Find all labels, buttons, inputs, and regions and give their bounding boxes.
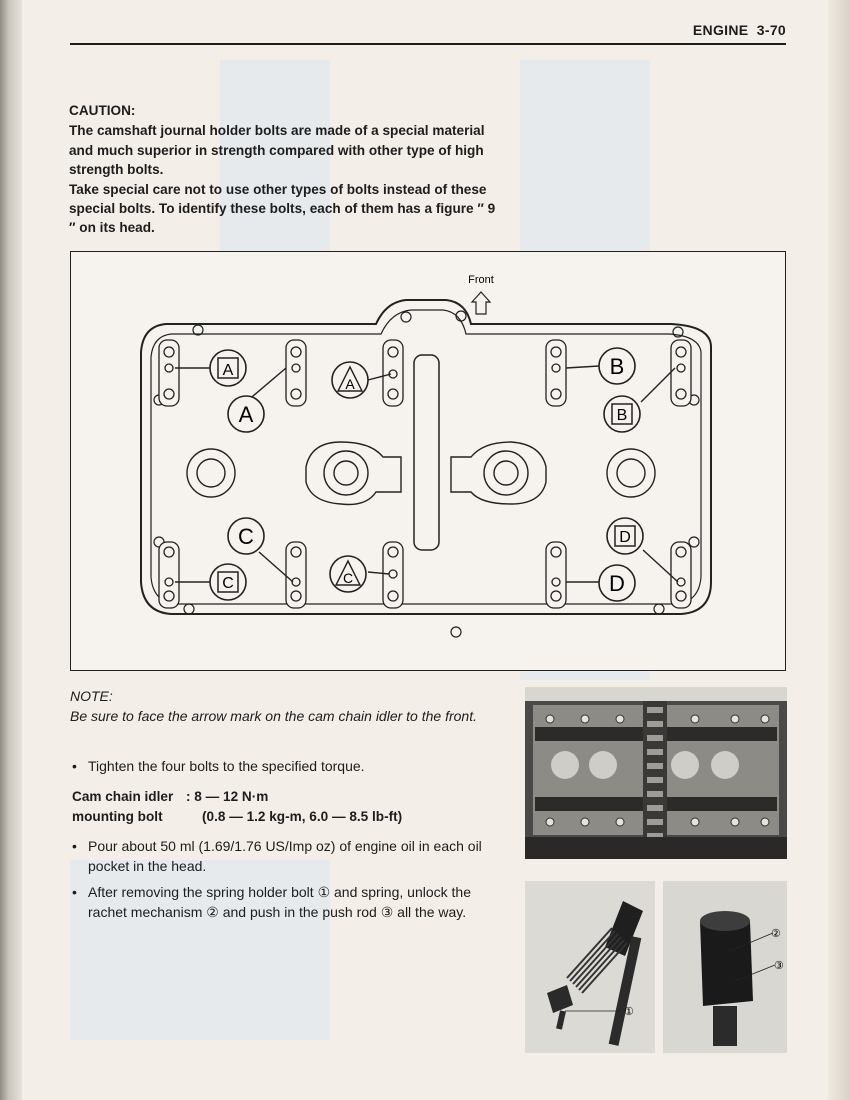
engine-head-photo-svg [525,687,787,859]
engine-head-photo [525,687,787,859]
note-body: Be sure to face the arrow mark on the cam chain idler to the front. [70,708,477,724]
part-label-1: ① [624,1006,634,1018]
spec-label-1: Cam chain idler [72,789,174,804]
caution-block [69,101,499,238]
diagram-svg [71,252,787,672]
header-rule [70,43,786,45]
callout-a-triangle: A [345,376,355,392]
spec-label-2: mounting bolt [72,809,163,824]
callout-b-circle: B [609,354,625,379]
part-label-3: ③ [774,960,784,972]
note-block [70,686,510,726]
bullet-text: Tighten the four bolts to the specified torque. [88,758,365,774]
caution-body-2: Take special care not to use other types of bolts instead of these special bolts. To identify these bolts, each of them has a figure ″ 9 ″ on its head. [69,181,496,236]
front-label: Front [468,274,494,286]
page-number: 3-70 [756,22,786,38]
callout-d-circle: D [609,571,625,596]
bullet-item [72,882,497,922]
bullet-dot-icon: • [72,884,77,900]
spec-value-1: : 8 — 12 N·m [186,789,269,804]
callout-c-circle: C [238,524,254,549]
page-binding-shadow [0,0,22,1100]
spec-value-2: (0.8 — 1.2 kg-m, 6.0 — 8.5 lb-ft) [202,809,403,824]
chain-tunnel [414,355,439,550]
tensioner-parts-photo-svg [525,881,787,1053]
page-edge [828,0,850,1100]
bullet-item [72,836,497,876]
callout-c-square: C [222,575,234,592]
bullet-dot-icon: • [72,758,77,774]
tensioner-parts-photo [525,881,787,1053]
spec-row-1 [72,787,512,807]
header-section: ENGINE [692,22,749,38]
front-arrow-icon [472,292,490,314]
callout-labels [210,348,643,601]
callout-a-square: A [222,362,234,379]
header-text [693,22,786,38]
callout-a-circle: A [238,402,254,427]
torque-spec [72,787,512,827]
caution-title: CAUTION: [69,103,136,118]
bullet-dot-icon: • [72,838,77,854]
callout-d-square: D [619,529,631,546]
bullet-item [72,756,497,776]
spec-row-2 [72,807,512,827]
page-header [70,22,786,42]
cylinder-head-diagram [70,251,786,671]
caution-body: The camshaft journal holder bolts are made of a special material and much superior in strength compared with other type of high strength bolts. [69,123,485,178]
bullet-text: After removing the spring holder bolt ① and spring, unlock the rachet mechanism ② and push in the push rod ③ all the way. [88,884,471,920]
note-title: NOTE: [70,688,113,704]
callout-b-square: B [616,407,628,424]
callout-c-triangle: C [342,570,354,586]
oil-ports [187,442,655,505]
part-label-2: ② [771,928,781,940]
bullet-text: Pour about 50 ml (1.69/1.76 US/Imp oz) of engine oil in each oil pocket in the head. [88,838,482,874]
